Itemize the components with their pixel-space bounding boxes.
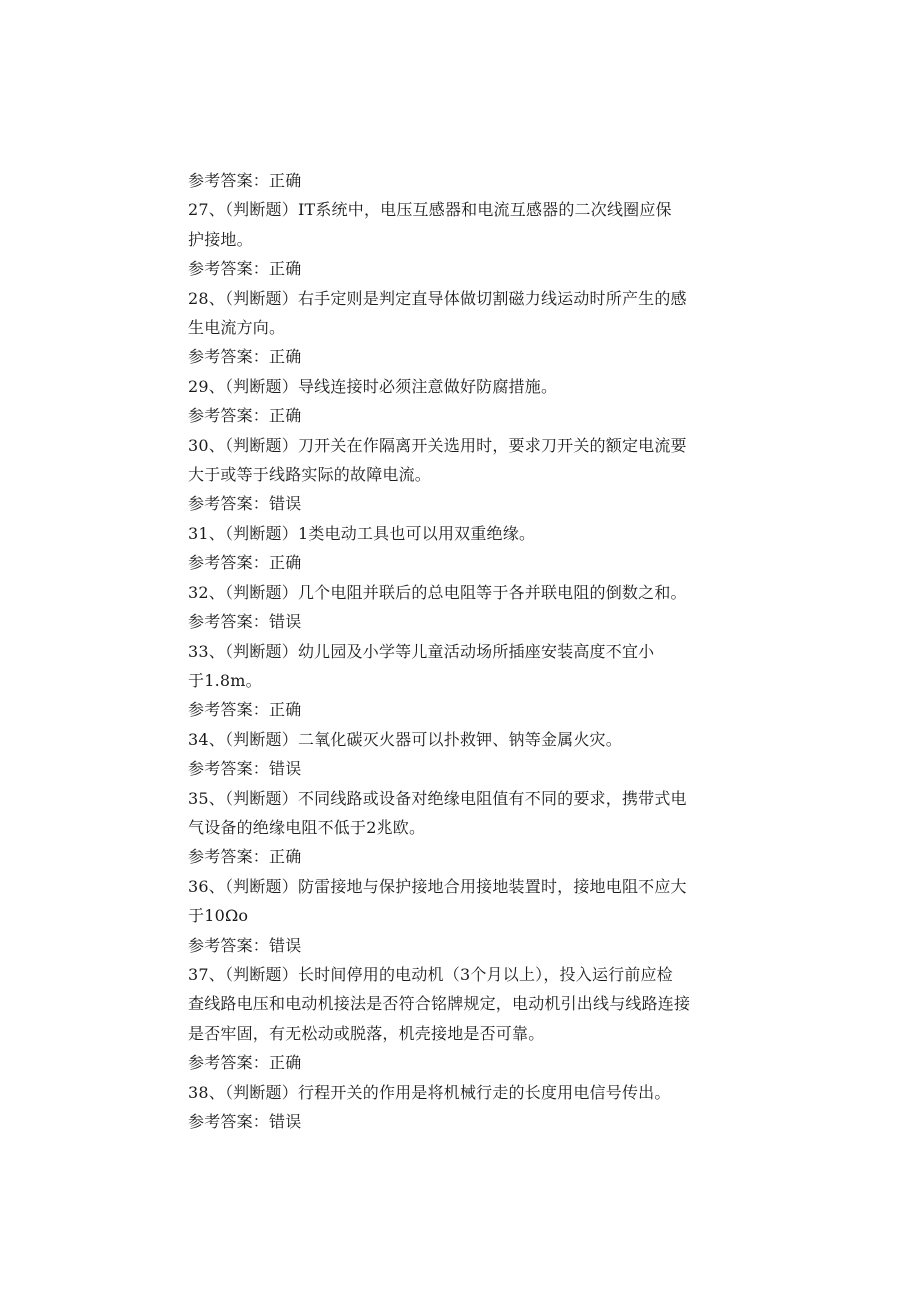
question-34: 34、（判断题）二氧化碳灭火器可以扑救钾、钠等金属火灾。 [188, 729, 622, 749]
answer-28: 参考答案：正确 [188, 347, 302, 367]
answer-34: 参考答案：错误 [188, 759, 302, 779]
question-37-continued-1: 查线路电压和电动机接法是否符合铭牌规定，电动机引出线与线路连接 [188, 994, 691, 1014]
question-27: 27、（判断题）IT系统中，电压互感器和电流互感器的二次线圈应保 [188, 200, 672, 220]
question-30: 30、（判断题）刀开关在作隔离开关选用时，要求刀开关的额定电流要 [188, 435, 687, 455]
question-33-continued: 于1.8m。 [188, 670, 262, 690]
answer-line: 参考答案：正确 [188, 171, 302, 190]
question-37-continued-2: 是否牢固，有无松动或脱落，机壳接地是否可靠。 [188, 1023, 545, 1043]
question-36-continued: 于10Ωo [188, 906, 249, 926]
question-36: 36、（判断题）防雷接地与保护接地合用接地装置时，接地电阻不应大 [188, 876, 687, 896]
question-38: 38、（判断题）行程开关的作用是将机械行走的长度用电信号传出。 [188, 1082, 671, 1102]
question-28-continued: 生电流方向。 [188, 318, 286, 338]
answer-31: 参考答案：正确 [188, 553, 302, 573]
answer-35: 参考答案：正确 [188, 847, 302, 867]
answer-37: 参考答案：正确 [188, 1053, 302, 1073]
question-30-continued: 大于或等于线路实际的故障电流。 [188, 465, 432, 485]
answer-32: 参考答案：错误 [188, 612, 302, 632]
question-33: 33、（判断题）幼儿园及小学等儿童活动场所插座安装高度不宜小 [188, 641, 655, 661]
question-35: 35、（判断题）不同线路或设备对绝缘电阻值有不同的要求，携带式电 [188, 788, 687, 808]
question-29: 29、（判断题）导线连接时必须注意做好防腐措施。 [188, 376, 558, 396]
question-37: 37、（判断题）长时间停用的电动机（3个月以上），投入运行前应检 [188, 964, 673, 984]
question-27-continued: 护接地。 [188, 229, 253, 249]
question-31: 31、（判断题）1类电动工具也可以用双重绝缘。 [188, 523, 536, 543]
answer-29: 参考答案：正确 [188, 406, 302, 426]
answer-36: 参考答案：错误 [188, 935, 302, 955]
question-32: 32、（判断题）几个电阻并联后的总电阻等于各并联电阻的倒数之和。 [188, 582, 687, 602]
document-body [188, 166, 728, 1136]
question-35-continued: 气设备的绝缘电阻不低于2兆欧。 [188, 817, 426, 837]
answer-27: 参考答案：正确 [188, 259, 302, 279]
answer-33: 参考答案：正确 [188, 700, 302, 720]
answer-30: 参考答案：错误 [188, 494, 302, 514]
question-28: 28、（判断题）右手定则是判定直导体做切割磁力线运动时所产生的感 [188, 288, 687, 308]
answer-38: 参考答案：错误 [188, 1112, 302, 1131]
